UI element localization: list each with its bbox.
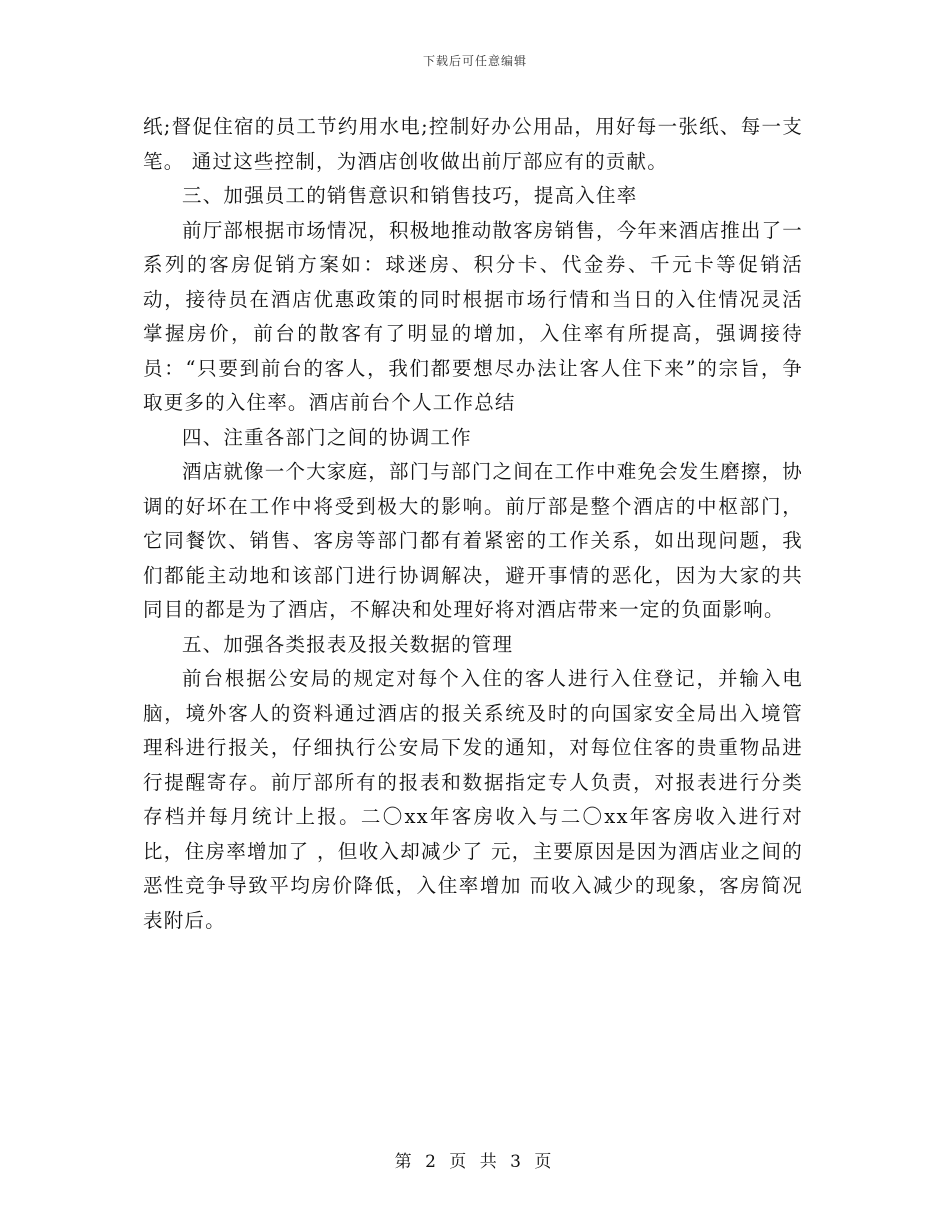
section-heading-4: 四、注重各部门之间的协调工作 — [182, 425, 472, 449]
paragraph-reports: 前台根据公安局的规定对每个入住的客人进行入住登记，并输入电脑，境外客人的资料通过酒店的报关系统及时的向国家安全局出入境管理科进行报关，仔细执行公安局下发的通知，对每位住客的贵重物品进行提醒寄存。前厅部所有的报表和数据指定专人负责，对报表进行分类存档并每月统计上报。二〇xx年客房收入与二〇xx年客房收入进行对比，住房率增加了 ，但收入却减少了 元，主要原因是因为酒店业之间的恶性竞争导致平均房价降低，入住率增加 而收入减少的现象，客房简况表附后。 — [143, 667, 803, 932]
section-heading-3: 三、加强员工的销售意识和销售技巧，提高入住率 — [182, 184, 638, 207]
header-note: 下载后可任意编辑 — [422, 54, 527, 68]
document-body — [143, 110, 803, 938]
paragraph-continuation: 纸;督促住宿的员工节约用水电;控制好办公用品，用好每一张纸、每一支笔。 通过这些控制，为酒店创收做出前厅部应有的贡献。 — [143, 115, 803, 173]
page-number: 第 2 页 共 3 页 — [394, 1152, 556, 1172]
paragraph-coordination: 酒店就像一个大家庭，部门与部门之间在工作中难免会发生磨擦，协调的好坏在工作中将受到极大的影响。前厅部是整个酒店的中枢部门，它同餐饮、销售、客房等部门都有着紧密的工作关系，如出现问题，我们都能主动地和该部门进行协调解决，避开事情的恶化，因为大家的共同目的都是为了酒店，不解决和处理好将对酒店带来一定的负面影响。 — [143, 460, 804, 621]
section-heading-5: 五、加强各类报表及报关数据的管理 — [182, 632, 514, 656]
paragraph-sales: 前厅部根据市场情况，积极地推动散客房销售，今年来酒店推出了一系列的客房促销方案如：球迷房、积分卡、代金券、千元卡等促销活动，接待员在酒店优惠政策的同时根据市场行情和当日的入住情况灵活掌握房价，前台的散客有了明显的增加，入住率有所提高，强调接待员：“只要到前台的客人，我们都要想尽办法让客人住下来”的宗旨，争取更多的入住率。酒店前台个人工作总结 — [143, 218, 804, 414]
